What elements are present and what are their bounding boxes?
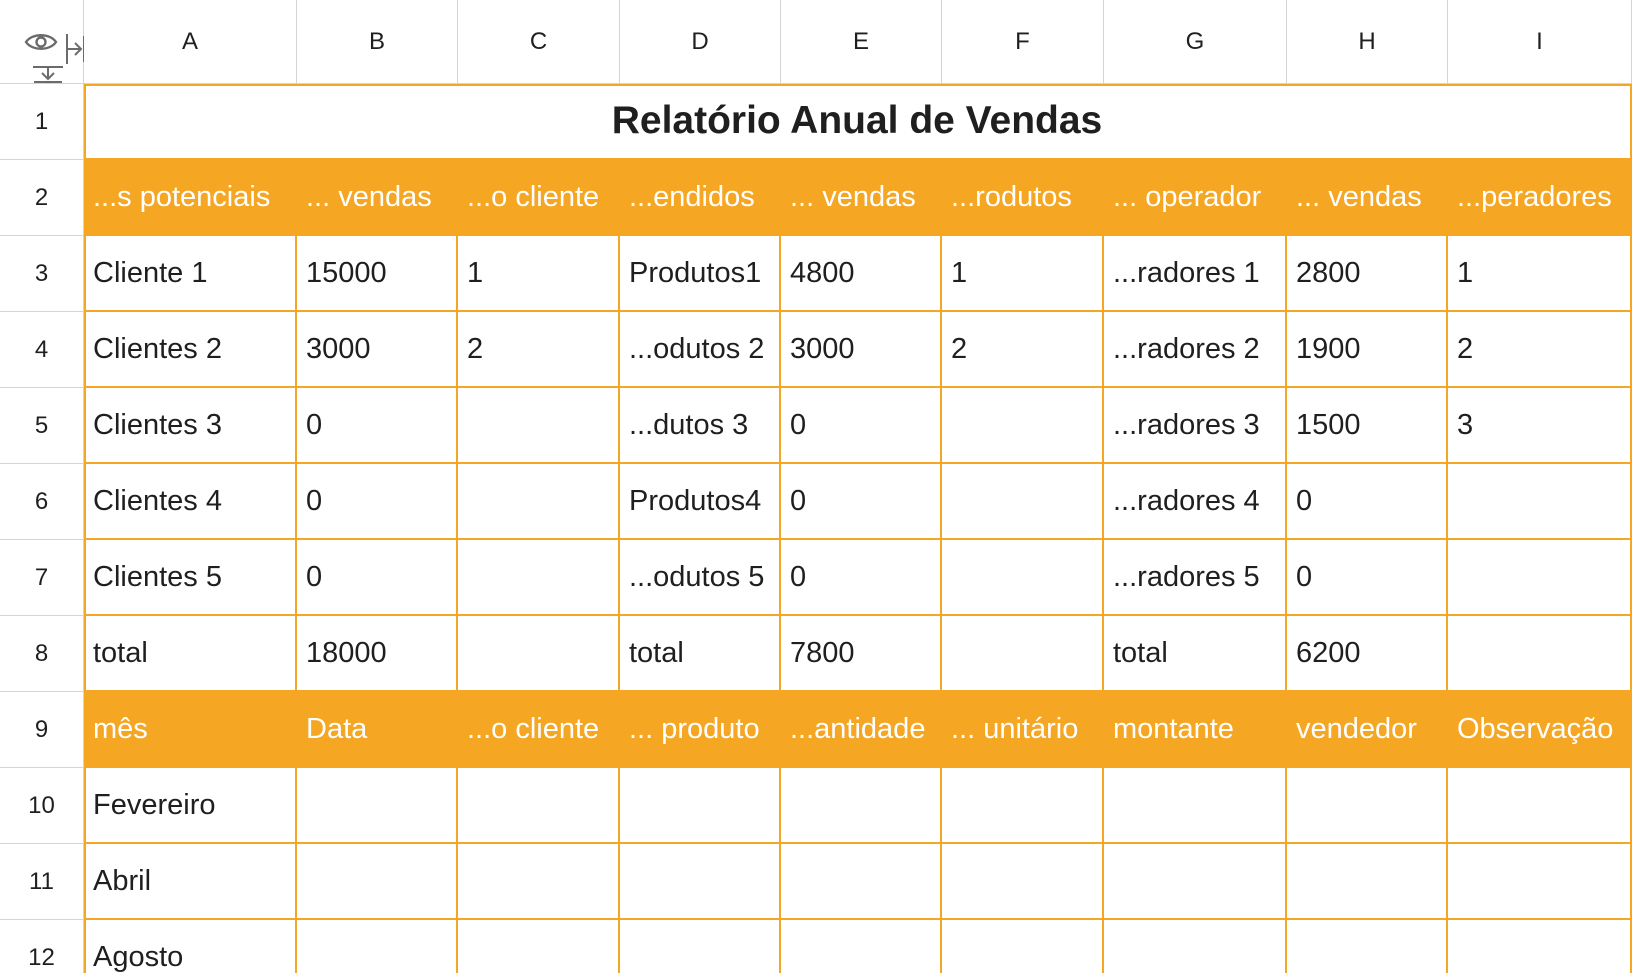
cell-i10[interactable] xyxy=(1448,768,1632,844)
cell-d7[interactable]: ...odutos 5 xyxy=(620,540,781,616)
cell-h3[interactable]: 2800 xyxy=(1287,236,1448,312)
cell-a10[interactable]: Fevereiro xyxy=(84,768,297,844)
cell-f5[interactable] xyxy=(942,388,1104,464)
cell-d11[interactable] xyxy=(620,844,781,920)
cell-d6[interactable]: Produtos4 xyxy=(620,464,781,540)
cell-f11[interactable] xyxy=(942,844,1104,920)
cell-h7[interactable]: 0 xyxy=(1287,540,1448,616)
cell-g10[interactable] xyxy=(1104,768,1287,844)
header-cell-b2[interactable]: ... vendas xyxy=(297,160,458,236)
row-header-3[interactable]: 3 xyxy=(0,236,84,312)
cell-i8[interactable] xyxy=(1448,616,1632,692)
header-cell-d2[interactable]: ...endidos xyxy=(620,160,781,236)
cell-e5[interactable]: 0 xyxy=(781,388,942,464)
row-header-8[interactable]: 8 xyxy=(0,616,84,692)
row-header-5[interactable]: 5 xyxy=(0,388,84,464)
header-cell-f2[interactable]: ...rodutos xyxy=(942,160,1104,236)
header-cell-e9[interactable]: ...antidade xyxy=(781,692,942,768)
cell-h8[interactable]: 6200 xyxy=(1287,616,1448,692)
row-header-12[interactable]: 12 xyxy=(0,920,84,973)
cell-c10[interactable] xyxy=(458,768,620,844)
row-header-6[interactable]: 6 xyxy=(0,464,84,540)
header-cell-i2[interactable]: ...peradores xyxy=(1448,160,1632,236)
cell-e4[interactable]: 3000 xyxy=(781,312,942,388)
header-cell-d9[interactable]: ... produto xyxy=(620,692,781,768)
cell-b4[interactable]: 3000 xyxy=(297,312,458,388)
cell-h11[interactable] xyxy=(1287,844,1448,920)
column-header-h[interactable]: H xyxy=(1287,0,1448,84)
header-cell-c2[interactable]: ...o cliente xyxy=(458,160,620,236)
cell-f6[interactable] xyxy=(942,464,1104,540)
header-cell-g2[interactable]: ... operador xyxy=(1104,160,1287,236)
cell-b5[interactable]: 0 xyxy=(297,388,458,464)
cell-c7[interactable] xyxy=(458,540,620,616)
select-all-corner[interactable] xyxy=(0,0,84,84)
cell-e11[interactable] xyxy=(781,844,942,920)
cell-e12[interactable] xyxy=(781,920,942,973)
cell-c12[interactable] xyxy=(458,920,620,973)
cell-b7[interactable]: 0 xyxy=(297,540,458,616)
column-header-e[interactable]: E xyxy=(781,0,942,84)
cell-c3[interactable]: 1 xyxy=(458,236,620,312)
cell-a8[interactable]: total xyxy=(84,616,297,692)
cell-h10[interactable] xyxy=(1287,768,1448,844)
cell-c8[interactable] xyxy=(458,616,620,692)
header-cell-h9[interactable]: vendedor xyxy=(1287,692,1448,768)
cell-d12[interactable] xyxy=(620,920,781,973)
row-header-2[interactable]: 2 xyxy=(0,160,84,236)
cell-d8[interactable]: total xyxy=(620,616,781,692)
header-cell-f9[interactable]: ... unitário xyxy=(942,692,1104,768)
cell-e3[interactable]: 4800 xyxy=(781,236,942,312)
cell-g3[interactable]: ...radores 1 xyxy=(1104,236,1287,312)
cell-d4[interactable]: ...odutos 2 xyxy=(620,312,781,388)
column-header-d[interactable]: D xyxy=(620,0,781,84)
cell-g11[interactable] xyxy=(1104,844,1287,920)
column-header-c[interactable]: C xyxy=(458,0,620,84)
eye-icon[interactable] xyxy=(24,30,58,54)
cell-b6[interactable]: 0 xyxy=(297,464,458,540)
cell-f8[interactable] xyxy=(942,616,1104,692)
cell-g8[interactable]: total xyxy=(1104,616,1287,692)
row-header-10[interactable]: 10 xyxy=(0,768,84,844)
cell-a5[interactable]: Clientes 3 xyxy=(84,388,297,464)
cell-a6[interactable]: Clientes 4 xyxy=(84,464,297,540)
column-header-b[interactable]: B xyxy=(297,0,458,84)
cell-e8[interactable]: 7800 xyxy=(781,616,942,692)
column-header-a[interactable]: A xyxy=(84,0,297,84)
cell-h6[interactable]: 0 xyxy=(1287,464,1448,540)
cell-i7[interactable] xyxy=(1448,540,1632,616)
cell-i3[interactable]: 1 xyxy=(1448,236,1632,312)
cell-f4[interactable]: 2 xyxy=(942,312,1104,388)
cell-f10[interactable] xyxy=(942,768,1104,844)
cell-a7[interactable]: Clientes 5 xyxy=(84,540,297,616)
cell-i12[interactable] xyxy=(1448,920,1632,973)
cell-c6[interactable] xyxy=(458,464,620,540)
cell-a12[interactable]: Agosto xyxy=(84,920,297,973)
column-header-f[interactable]: F xyxy=(942,0,1104,84)
header-cell-e2[interactable]: ... vendas xyxy=(781,160,942,236)
row-header-7[interactable]: 7 xyxy=(0,540,84,616)
cell-a11[interactable]: Abril xyxy=(84,844,297,920)
cell-b10[interactable] xyxy=(297,768,458,844)
header-cell-h2[interactable]: ... vendas xyxy=(1287,160,1448,236)
cell-i4[interactable]: 2 xyxy=(1448,312,1632,388)
cell-g4[interactable]: ...radores 2 xyxy=(1104,312,1287,388)
cell-i6[interactable] xyxy=(1448,464,1632,540)
row-header-9[interactable]: 9 xyxy=(0,692,84,768)
cell-i5[interactable]: 3 xyxy=(1448,388,1632,464)
header-cell-b9[interactable]: Data xyxy=(297,692,458,768)
cell-a3[interactable]: Cliente 1 xyxy=(84,236,297,312)
cell-h4[interactable]: 1900 xyxy=(1287,312,1448,388)
cell-e7[interactable]: 0 xyxy=(781,540,942,616)
cell-b11[interactable] xyxy=(297,844,458,920)
cell-g7[interactable]: ...radores 5 xyxy=(1104,540,1287,616)
cell-c11[interactable] xyxy=(458,844,620,920)
cell-d3[interactable]: Produtos1 xyxy=(620,236,781,312)
column-header-g[interactable]: G xyxy=(1104,0,1287,84)
cell-b8[interactable]: 18000 xyxy=(297,616,458,692)
header-cell-g9[interactable]: montante xyxy=(1104,692,1287,768)
cell-f3[interactable]: 1 xyxy=(942,236,1104,312)
cell-b12[interactable] xyxy=(297,920,458,973)
cell-c4[interactable]: 2 xyxy=(458,312,620,388)
cell-g5[interactable]: ...radores 3 xyxy=(1104,388,1287,464)
cell-g6[interactable]: ...radores 4 xyxy=(1104,464,1287,540)
cell-f7[interactable] xyxy=(942,540,1104,616)
cell-f12[interactable] xyxy=(942,920,1104,973)
header-cell-c9[interactable]: ...o cliente xyxy=(458,692,620,768)
cell-d10[interactable] xyxy=(620,768,781,844)
cell-d5[interactable]: ...dutos 3 xyxy=(620,388,781,464)
cell-e10[interactable] xyxy=(781,768,942,844)
column-header-i[interactable]: I xyxy=(1448,0,1632,84)
header-cell-i9[interactable]: Observação xyxy=(1448,692,1632,768)
cell-c5[interactable] xyxy=(458,388,620,464)
header-cell-a2[interactable]: ...s potenciais xyxy=(84,160,297,236)
cell-b3[interactable]: 15000 xyxy=(297,236,458,312)
header-cell-a9[interactable]: mês xyxy=(84,692,297,768)
table-title[interactable]: Relatório Anual de Vendas xyxy=(84,84,1632,160)
cell-h5[interactable]: 1500 xyxy=(1287,388,1448,464)
row-header-1[interactable]: 1 xyxy=(0,84,84,160)
cell-i11[interactable] xyxy=(1448,844,1632,920)
row-header-11[interactable]: 11 xyxy=(0,844,84,920)
row-header-4[interactable]: 4 xyxy=(0,312,84,388)
cell-g12[interactable] xyxy=(1104,920,1287,973)
cell-e6[interactable]: 0 xyxy=(781,464,942,540)
cell-a4[interactable]: Clientes 2 xyxy=(84,312,297,388)
cell-h12[interactable] xyxy=(1287,920,1448,973)
